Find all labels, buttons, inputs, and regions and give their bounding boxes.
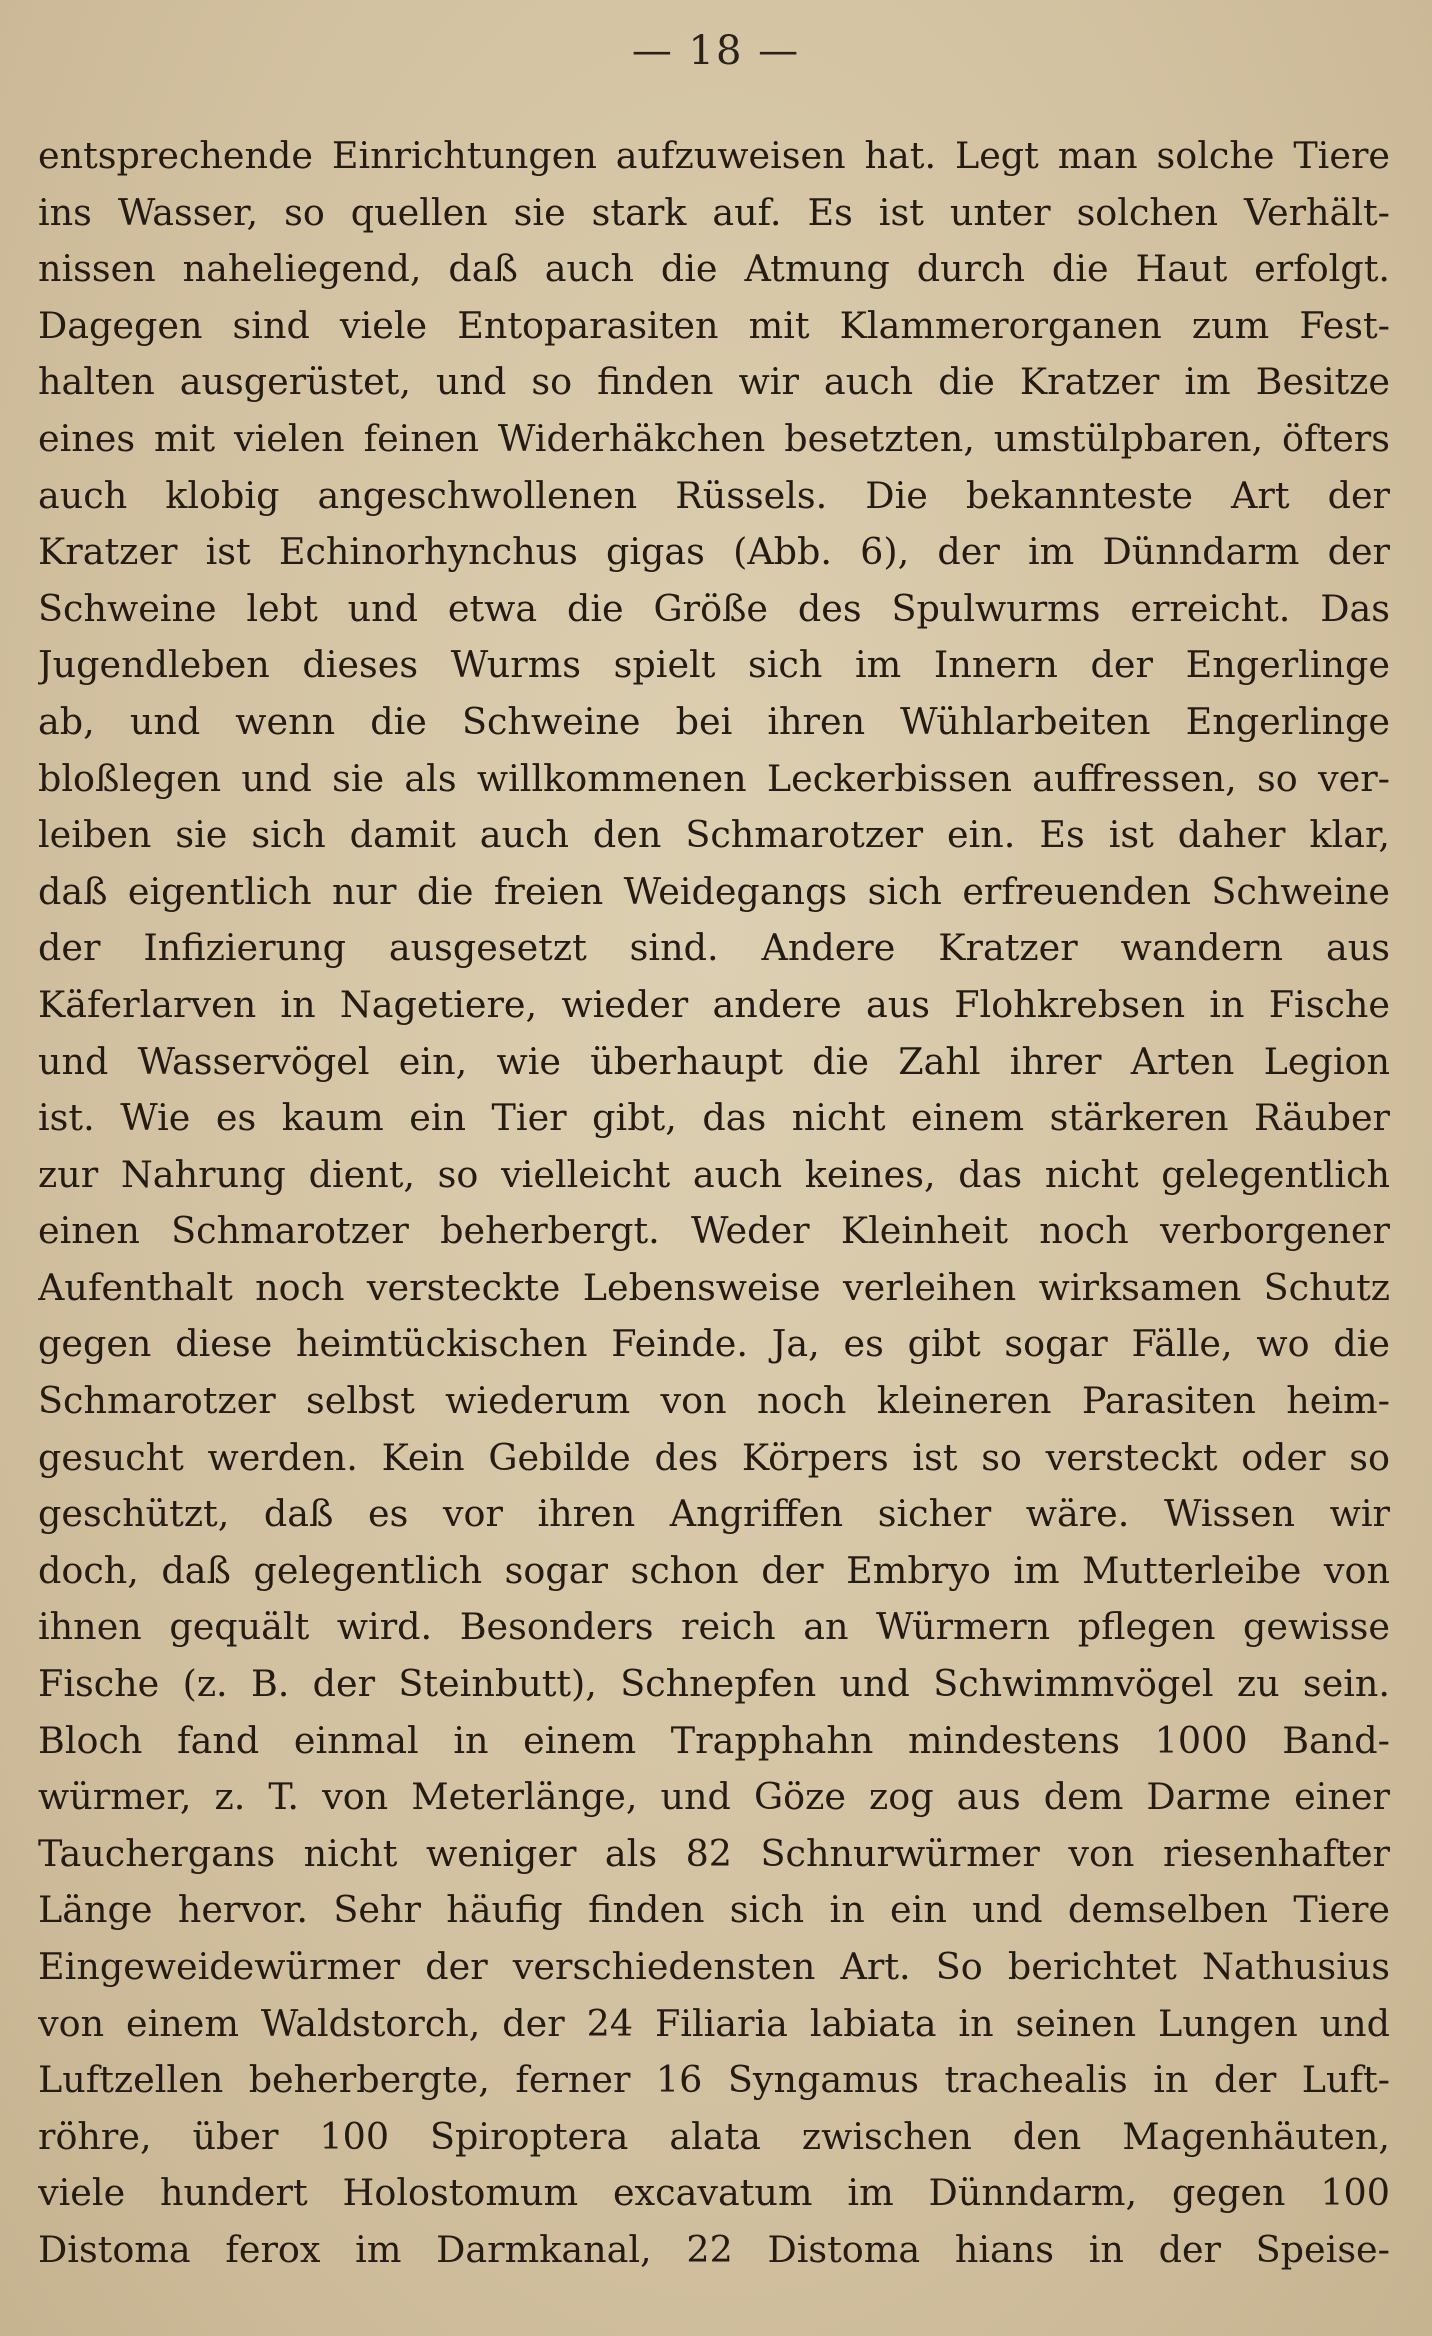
body-text [38,128,1390,2279]
text-line: doch, daß gelegentlich sogar schon der Embryo im Mutterleibe von [38,1548,1390,1592]
text-line: Kratzer ist Echinorhynchus gigas (Abb. 6), der im Dünndarm der [38,530,1390,574]
text-line: Tauchergans nicht weniger als 82 Schnurwürmer von riesenhafter [38,1831,1390,1875]
text-line: halten ausgerüstet, und so finden wir auch die Kratzer im Besitze [38,360,1390,404]
text-line: von einem Waldstorch, der 24 Filiaria labiata in seinen Lungen und [38,2001,1390,2045]
text-line: Bloch fand einmal in einem Trapphahn mindestens 1000 Band- [38,1718,1390,1762]
text-line: leiben sie sich damit auch den Schmarotzer ein. Es ist daher klar, [38,813,1390,857]
text-line: ab, und wenn die Schweine bei ihren Wühlarbeiten Engerlinge [38,699,1390,743]
text-line: und Wasservögel ein, wie überhaupt die Zahl ihrer Arten Legion [38,1039,1390,1083]
text-line: geschützt, daß es vor ihren Angriffen sicher wäre. Wissen wir [38,1492,1390,1536]
text-line: würmer, z. T. von Meterlänge, und Göze zog aus dem Darme einer [38,1775,1390,1819]
text-line: Schweine lebt und etwa die Größe des Spulwurms erreicht. Das [38,586,1390,630]
text-line: daß eigentlich nur die freien Weidegangs sich erfreuenden Schweine [38,869,1390,913]
text-line: ist. Wie es kaum ein Tier gibt, das nicht einem stärkeren Räuber [38,1096,1390,1140]
text-line: Schmarotzer selbst wiederum von noch kleineren Parasiten heim- [38,1379,1390,1423]
text-line: Länge hervor. Sehr häufig finden sich in ein und demselben Tiere [38,1888,1390,1932]
text-line: eines mit vielen feinen Widerhäkchen besetzten, umstülpbaren, öfters [38,416,1390,460]
text-line: zur Nahrung dient, so vielleicht auch keines, das nicht gelegentlich [38,1152,1390,1196]
text-line: der Infizierung ausgesetzt sind. Andere Kratzer wandern aus [38,926,1390,970]
text-line: gegen diese heimtückischen Feinde. Ja, es gibt sogar Fälle, wo die [38,1322,1390,1366]
text-line: Aufenthalt noch versteckte Lebensweise verleihen wirksamen Schutz [38,1265,1390,1309]
text-line: Dagegen sind viele Entoparasiten mit Klammerorganen zum Fest- [38,303,1390,347]
text-line: Distoma ferox im Darmkanal, 22 Distoma hians in der Speise- [38,2227,1390,2271]
text-line: Fische (z. B. der Steinbutt), Schnepfen und Schwimmvögel zu sein. [38,1662,1390,1706]
text-line: röhre, über 100 Spiroptera alata zwischen den Magenhäuten, [38,2114,1390,2158]
text-line: entsprechende Einrichtungen aufzuweisen hat. Legt man solche Tiere [38,134,1390,177]
text-line: bloßlegen und sie als willkommenen Leckerbissen auffressen, so ver- [38,756,1390,800]
text-line: ihnen gequält wird. Besonders reich an Würmern pflegen gewisse [38,1605,1390,1649]
text-line: Jugendleben dieses Wurms spielt sich im Innern der Engerlinge [38,643,1390,687]
text-line: Luftzellen beherbergte, ferner 16 Syngamus trachealis in der Luft- [38,2058,1390,2102]
text-line: ins Wasser, so quellen sie stark auf. Es ist unter solchen Verhält- [38,190,1390,234]
text-line: Käferlarven in Nagetiere, wieder andere aus Flohkrebsen in Fische [38,982,1390,1026]
text-line: gesucht werden. Kein Gebilde des Körpers ist so versteckt oder so [38,1435,1390,1479]
text-line: Eingeweidewürmer der verschiedensten Art. So berichtet Nathusius [38,1945,1390,1988]
text-line: auch klobig angeschwollenen Rüssels. Die bekannteste Art der [38,473,1390,517]
page-number: — 18 — [631,28,801,74]
text-line: nissen naheliegend, daß auch die Atmung durch die Haut erfolgt. [38,247,1390,291]
text-line: viele hundert Holostomum excavatum im Dünndarm, gegen 100 [38,2171,1390,2215]
text-line: einen Schmarotzer beherbergt. Weder Kleinheit noch verborgener [38,1209,1390,1253]
